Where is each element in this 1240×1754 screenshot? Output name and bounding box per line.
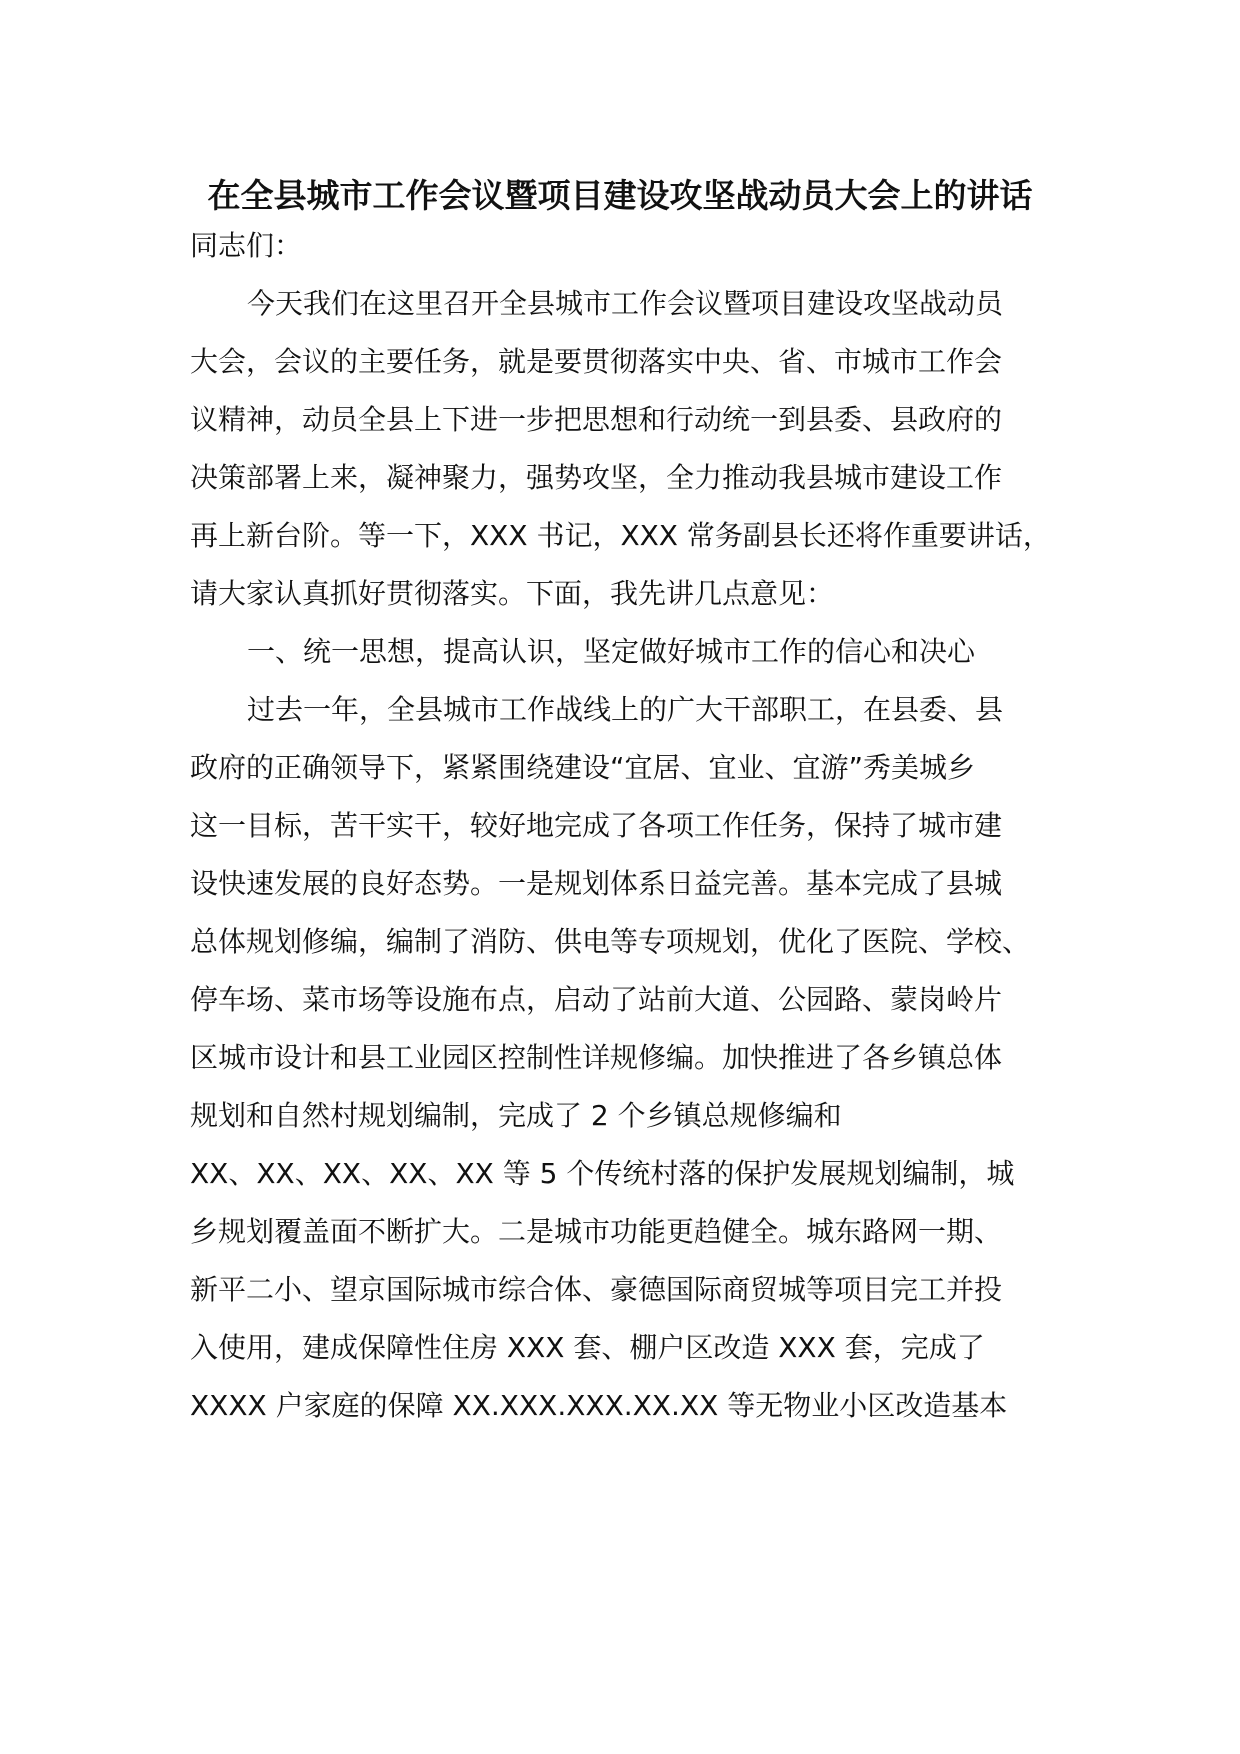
body-line: 新平二小、望京国际城市综合体、豪德国际商贸城等项目完工并投 bbox=[190, 1273, 1003, 1306]
body-line: XXXX 户家庭的保障 XX.XXX.XXX.XX.XX 等无物业小区改造基本 bbox=[190, 1389, 1008, 1422]
body-line: 决策部署上来，凝神聚力，强势攻坚，全力推动我县城市建设工作 bbox=[190, 461, 1003, 494]
body-line: 乡规划覆盖面不断扩大。二是城市功能更趋健全。城东路网一期、 bbox=[190, 1215, 1003, 1248]
body-line: 议精神，动员全县上下进一步把思想和行动统一到县委、县政府的 bbox=[190, 403, 1003, 436]
body-line: 政府的正确领导下，紧紧围绕建设“宜居、宜业、宜游”秀美城乡 bbox=[190, 751, 976, 784]
body-line: XX、XX、XX、XX、XX 等 5 个传统村落的保护发展规划编制，城 bbox=[190, 1157, 1015, 1190]
body-line: 请大家认真抓好贯彻落实。下面，我先讲几点意见： bbox=[190, 577, 835, 610]
body-line: 再上新台阶。等一下，XXX 书记，XXX 常务副县长还将作重要讲话， bbox=[190, 519, 1051, 552]
body-line: 设快速发展的良好态势。一是规划体系日益完善。基本完成了县城 bbox=[190, 867, 1003, 900]
body-line: 入使用，建成保障性住房 XXX 套、棚户区改造 XXX 套，完成了 bbox=[190, 1331, 985, 1364]
body-line: 区城市设计和县工业园区控制性详规修编。加快推进了各乡镇总体 bbox=[190, 1041, 1003, 1074]
body-line: 今天我们在这里召开全县城市工作会议暨项目建设攻坚战动员 bbox=[247, 287, 1004, 320]
body-line: 过去一年，全县城市工作战线上的广大干部职工，在县委、县 bbox=[247, 693, 1004, 726]
section-heading: 一、统一思想，提高认识，坚定做好城市工作的信心和决心 bbox=[247, 635, 976, 668]
body-line: 规划和自然村规划编制，完成了 2 个乡镇总规修编和 bbox=[190, 1099, 842, 1132]
salutation: 同志们： bbox=[190, 229, 303, 262]
body-line: 总体规划修编，编制了消防、供电等专项规划，优化了医院、学校、 bbox=[190, 925, 1031, 958]
document-title: 在全县城市工作会议暨项目建设攻坚战动员大会上的讲话 bbox=[207, 176, 1033, 215]
body-line: 这一目标，苦干实干，较好地完成了各项工作任务，保持了城市建 bbox=[190, 809, 1003, 842]
body-line: 大会，会议的主要任务，就是要贯彻落实中央、省、市城市工作会 bbox=[190, 345, 1003, 378]
body-line: 停车场、菜市场等设施布点，启动了站前大道、公园路、蒙岗岭片 bbox=[190, 983, 1003, 1016]
